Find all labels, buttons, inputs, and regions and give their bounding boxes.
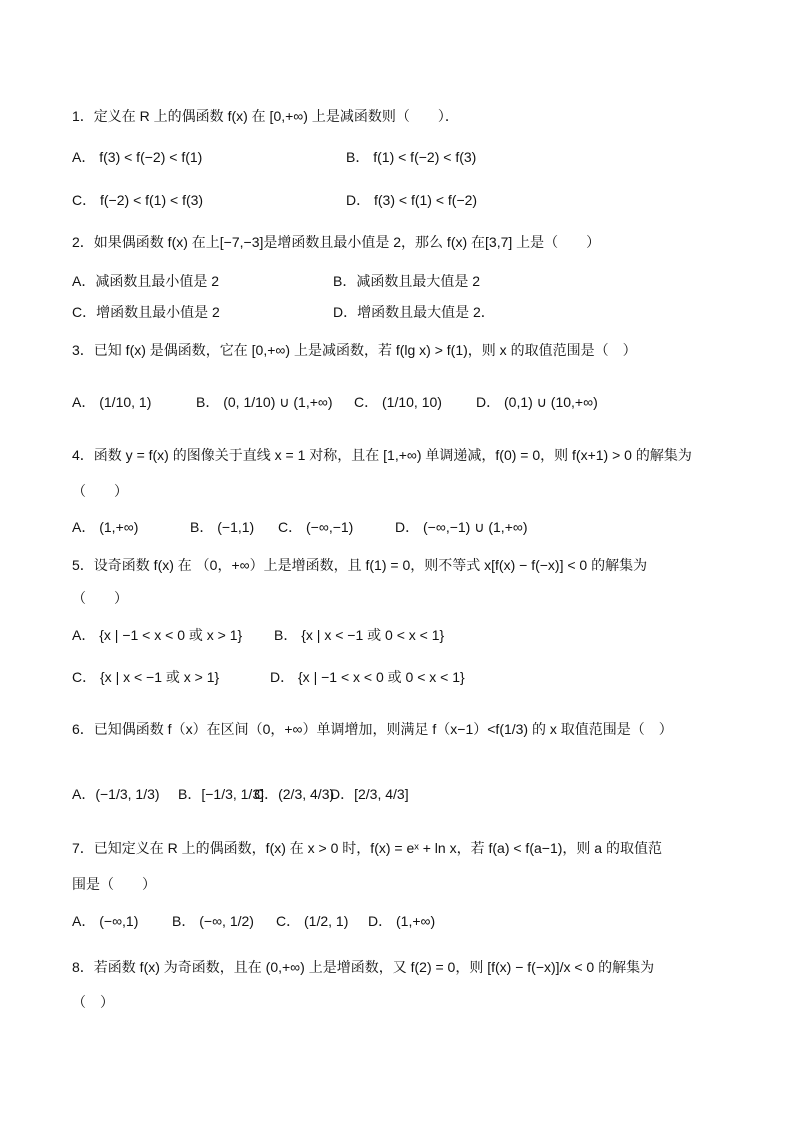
question-7-option-a: A． (−∞,1) — [72, 913, 139, 929]
question-1-option-c: C． f(−2) < f(1) < f(3) — [72, 192, 204, 208]
question-6-option-d: D．[2/3, 4/3] — [330, 786, 409, 802]
question-2-option-d: D．增函数且最大值是 2． — [333, 304, 495, 320]
question-5-option-b: B． {x | x < −1 或 0 < x < 1} — [274, 627, 445, 643]
question-1-stem: 1．定义在 R 上的偶函数 f(x) 在 [0,+∞) 上是减函数则（ ）． — [72, 108, 459, 124]
question-7-stem-continued: 围是（ ） — [72, 876, 156, 892]
question-4-option-a: A． (1,+∞) — [72, 519, 139, 535]
question-6-stem: 6．已知偶函数 f（x）在区间（0，+∞）单调增加，则满足 f（x−1）<f(1/3) 的 x 取值范围是（ ） — [72, 721, 673, 737]
question-5-stem-continued: （ ） — [72, 590, 128, 606]
question-8-stem: 8．若函数 f(x) 为奇函数，且在 (0,+∞) 上是增函数，又 f(2) = 0，则 [f(x) − f(−x)]/x < 0 的解集为 — [72, 959, 655, 975]
question-5-stem: 5．设奇函数 f(x) 在 （0，+∞）上是增函数，且 f(1) = 0，则不等式 x[f(x) − f(−x)] < 0 的解集为 — [72, 557, 648, 573]
question-4-option-c: C． (−∞,−1) — [278, 519, 354, 535]
question-1-option-b: B． f(1) < f(−2) < f(3) — [346, 149, 477, 165]
question-8-stem-continued: （ ） — [72, 994, 114, 1010]
question-3-option-d: D． (0,1) ∪ (10,+∞) — [476, 394, 598, 410]
question-6-option-a: A．(−1/3, 1/3) — [72, 786, 160, 802]
question-7-option-d: D． (1,+∞) — [368, 913, 436, 929]
question-3-option-a: A． (1/10, 1) — [72, 394, 152, 410]
question-4-stem-continued: （ ） — [72, 483, 128, 499]
question-7-option-b: B． (−∞, 1/2) — [172, 913, 254, 929]
question-7-stem: 7．已知定义在 R 上的偶函数，f(x) 在 x > 0 时，f(x) = eˣ + ln x，若 f(a) < f(a−1)，则 a 的取值范 — [72, 840, 662, 856]
question-2-stem: 2．如果偶函数 f(x) 在上[−7,−3]是增函数且最小值是 2，那么 f(x) 在[3,7] 上是（ ） — [72, 234, 601, 250]
question-5-option-d: D． {x | −1 < x < 0 或 0 < x < 1} — [270, 669, 465, 685]
question-3-option-b: B． (0, 1/10) ∪ (1,+∞) — [196, 394, 333, 410]
question-2-option-c: C．增函数且最小值是 2 — [72, 304, 220, 320]
question-6-option-c: C．(2/3, 4/3) — [254, 786, 335, 802]
question-3-option-c: C． (1/10, 10) — [354, 394, 442, 410]
question-5-option-c: C． {x | x < −1 或 x > 1} — [72, 669, 220, 685]
question-6-option-b: B．[−1/3, 1/3] — [178, 786, 264, 802]
question-3-stem: 3．已知 f(x) 是偶函数，它在 [0,+∞) 上是减函数，若 f(lg x) > f(1)，则 x 的取值范围是（ ） — [72, 342, 637, 358]
question-4-stem: 4．函数 y = f(x) 的图像关于直线 x = 1 对称，且在 [1,+∞) 单调递减，f(0) = 0，则 f(x+1) > 0 的解集为 — [72, 447, 692, 463]
question-5-option-a: A． {x | −1 < x < 0 或 x > 1} — [72, 627, 243, 643]
question-1-option-d: D． f(3) < f(1) < f(−2) — [346, 192, 478, 208]
question-2-option-b: B．减函数且最大值是 2 — [333, 273, 481, 289]
question-2-option-a: A．减函数且最小值是 2 — [72, 273, 220, 289]
question-7-option-c: C． (1/2, 1) — [276, 913, 349, 929]
question-4-option-d: D． (−∞,−1) ∪ (1,+∞) — [395, 519, 528, 535]
question-1-option-a: A． f(3) < f(−2) < f(1) — [72, 149, 203, 165]
question-4-option-b: B． (−1,1) — [190, 519, 255, 535]
